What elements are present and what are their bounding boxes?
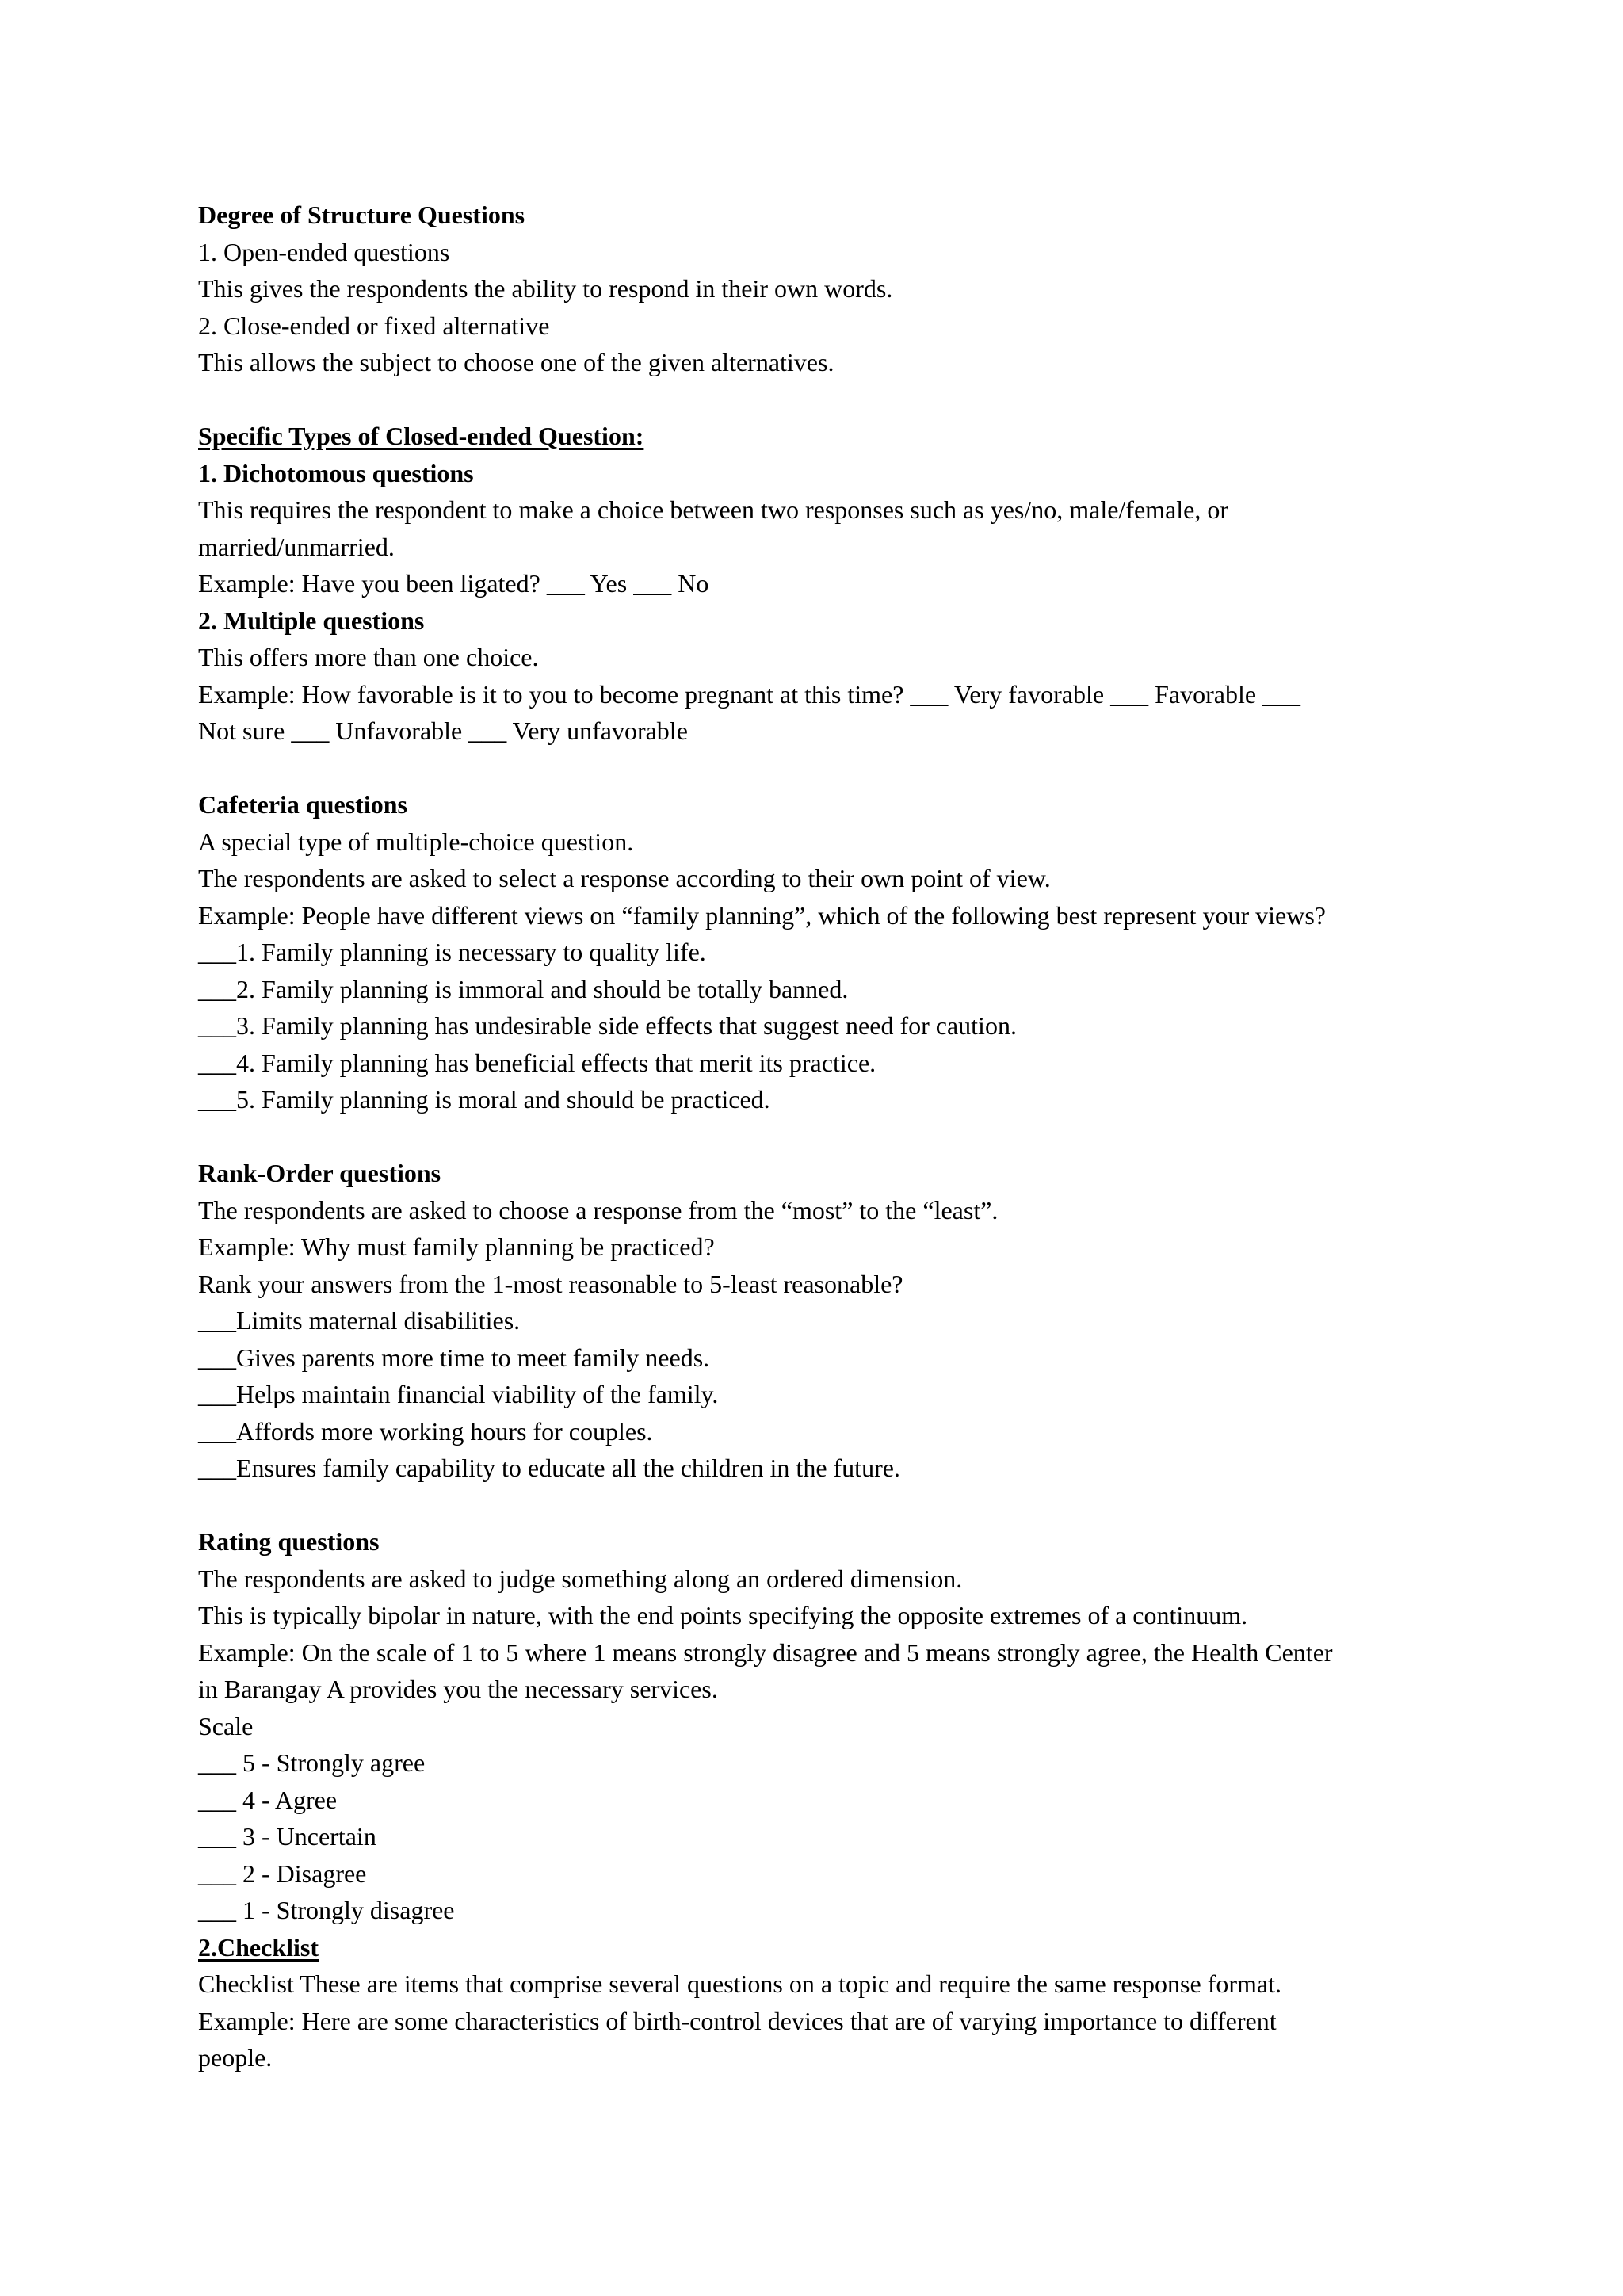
- checklist-line: people.: [198, 2043, 273, 2072]
- rank-line: Rank your answers from the 1-most reasonable to 5-least reasonable?: [198, 1269, 903, 1298]
- subheading-multiple: 2. Multiple questions: [198, 606, 425, 635]
- subheading-dichotomous: 1. Dichotomous questions: [198, 458, 474, 487]
- dichotomous-line: This requires the respondent to make a choice between two responses such as yes/no, male/female, or: [198, 495, 1229, 524]
- section-heading-checklist: 2.Checklist: [198, 1932, 319, 1962]
- section-heading-degree-of-structure: Degree of Structure Questions: [198, 201, 525, 229]
- rating-scale-option: ___ 4 - Agree: [198, 1785, 338, 1814]
- cafeteria-line: The respondents are asked to select a response according to their own point of view.: [198, 864, 1051, 892]
- checklist-line: Example: Here are some characteristics of birth-control devices that are of varying importance to different: [198, 2006, 1277, 2035]
- cafeteria-option: ___5. Family planning is moral and should be practiced.: [198, 1085, 770, 1114]
- cafeteria-option: ___3. Family planning has undesirable side effects that suggest need for caution.: [198, 1011, 1017, 1040]
- degree-line: This allows the subject to choose one of the given alternatives.: [198, 348, 834, 376]
- multiple-line: Example: How favorable is it to you to become pregnant at this time? ___ Very favorable ___ Favorable ___: [198, 679, 1301, 709]
- rating-scale-label: Scale: [198, 1711, 254, 1740]
- dichotomous-line: Example: Have you been ligated? ___ Yes ___ No: [198, 569, 709, 598]
- checklist-line: Checklist These are items that comprise several questions on a topic and require the same response format.: [198, 1969, 1281, 1998]
- section-heading-cafeteria: Cafeteria questions: [198, 790, 407, 819]
- dichotomous-line: married/unmarried.: [198, 532, 395, 561]
- cafeteria-option: ___4. Family planning has beneficial effects that merit its practice.: [198, 1048, 876, 1077]
- rank-line: The respondents are asked to choose a response from the “most” to the “least”.: [198, 1195, 999, 1224]
- degree-line: 2. Close-ended or fixed alternative: [198, 311, 550, 340]
- rating-line: in Barangay A provides you the necessary services.: [198, 1675, 718, 1703]
- rating-line: Example: On the scale of 1 to 5 where 1 means strongly disagree and 5 means strongly agree, the Health Center: [198, 1637, 1333, 1667]
- rank-option: ___Gives parents more time to meet family needs.: [198, 1343, 710, 1372]
- rating-line: This is typically bipolar in nature, with the end points specifying the opposite extremes of a continuum.: [198, 1601, 1248, 1629]
- rating-scale-option: ___ 1 - Strongly disagree: [198, 1896, 455, 1924]
- cafeteria-option: ___2. Family planning is immoral and should be totally banned.: [198, 974, 849, 1003]
- rank-line: Example: Why must family planning be practiced?: [198, 1232, 715, 1261]
- multiple-line: This offers more than one choice.: [198, 643, 539, 671]
- degree-line: This gives the respondents the ability to respond in their own words.: [198, 274, 893, 303]
- section-heading-specific-types: Specific Types of Closed-ended Question:: [198, 422, 644, 450]
- rank-option: ___Affords more working hours for couples.: [198, 1416, 653, 1446]
- rank-option: ___Ensures family capability to educate all the children in the future.: [198, 1454, 900, 1482]
- paragraph-gap: [198, 381, 1434, 418]
- paragraph-gap: [198, 750, 1434, 787]
- paragraph-gap: [198, 1118, 1434, 1156]
- rating-scale-option: ___ 3 - Uncertain: [198, 1822, 376, 1851]
- cafeteria-line: A special type of multiple-choice question.: [198, 827, 634, 856]
- document-body: [198, 197, 1434, 2076]
- paragraph-gap: [198, 1487, 1434, 1524]
- rank-option: ___Helps maintain financial viability of the family.: [198, 1380, 719, 1408]
- rank-option: ___Limits maternal disabilities.: [198, 1306, 521, 1335]
- rating-line: The respondents are asked to judge something along an ordered dimension.: [198, 1564, 963, 1593]
- section-heading-rating: Rating questions: [198, 1527, 380, 1556]
- section-heading-rank-order: Rank-Order questions: [198, 1159, 441, 1187]
- degree-line: 1. Open-ended questions: [198, 237, 450, 266]
- cafeteria-line: Example: People have different views on “family planning”, which of the following best represent your views?: [198, 900, 1326, 930]
- multiple-line: Not sure ___ Unfavorable ___ Very unfavorable: [198, 716, 688, 745]
- cafeteria-option: ___1. Family planning is necessary to quality life.: [198, 938, 706, 966]
- rating-scale-option: ___ 2 - Disagree: [198, 1859, 367, 1888]
- rating-scale-option: ___ 5 - Strongly agree: [198, 1748, 426, 1777]
